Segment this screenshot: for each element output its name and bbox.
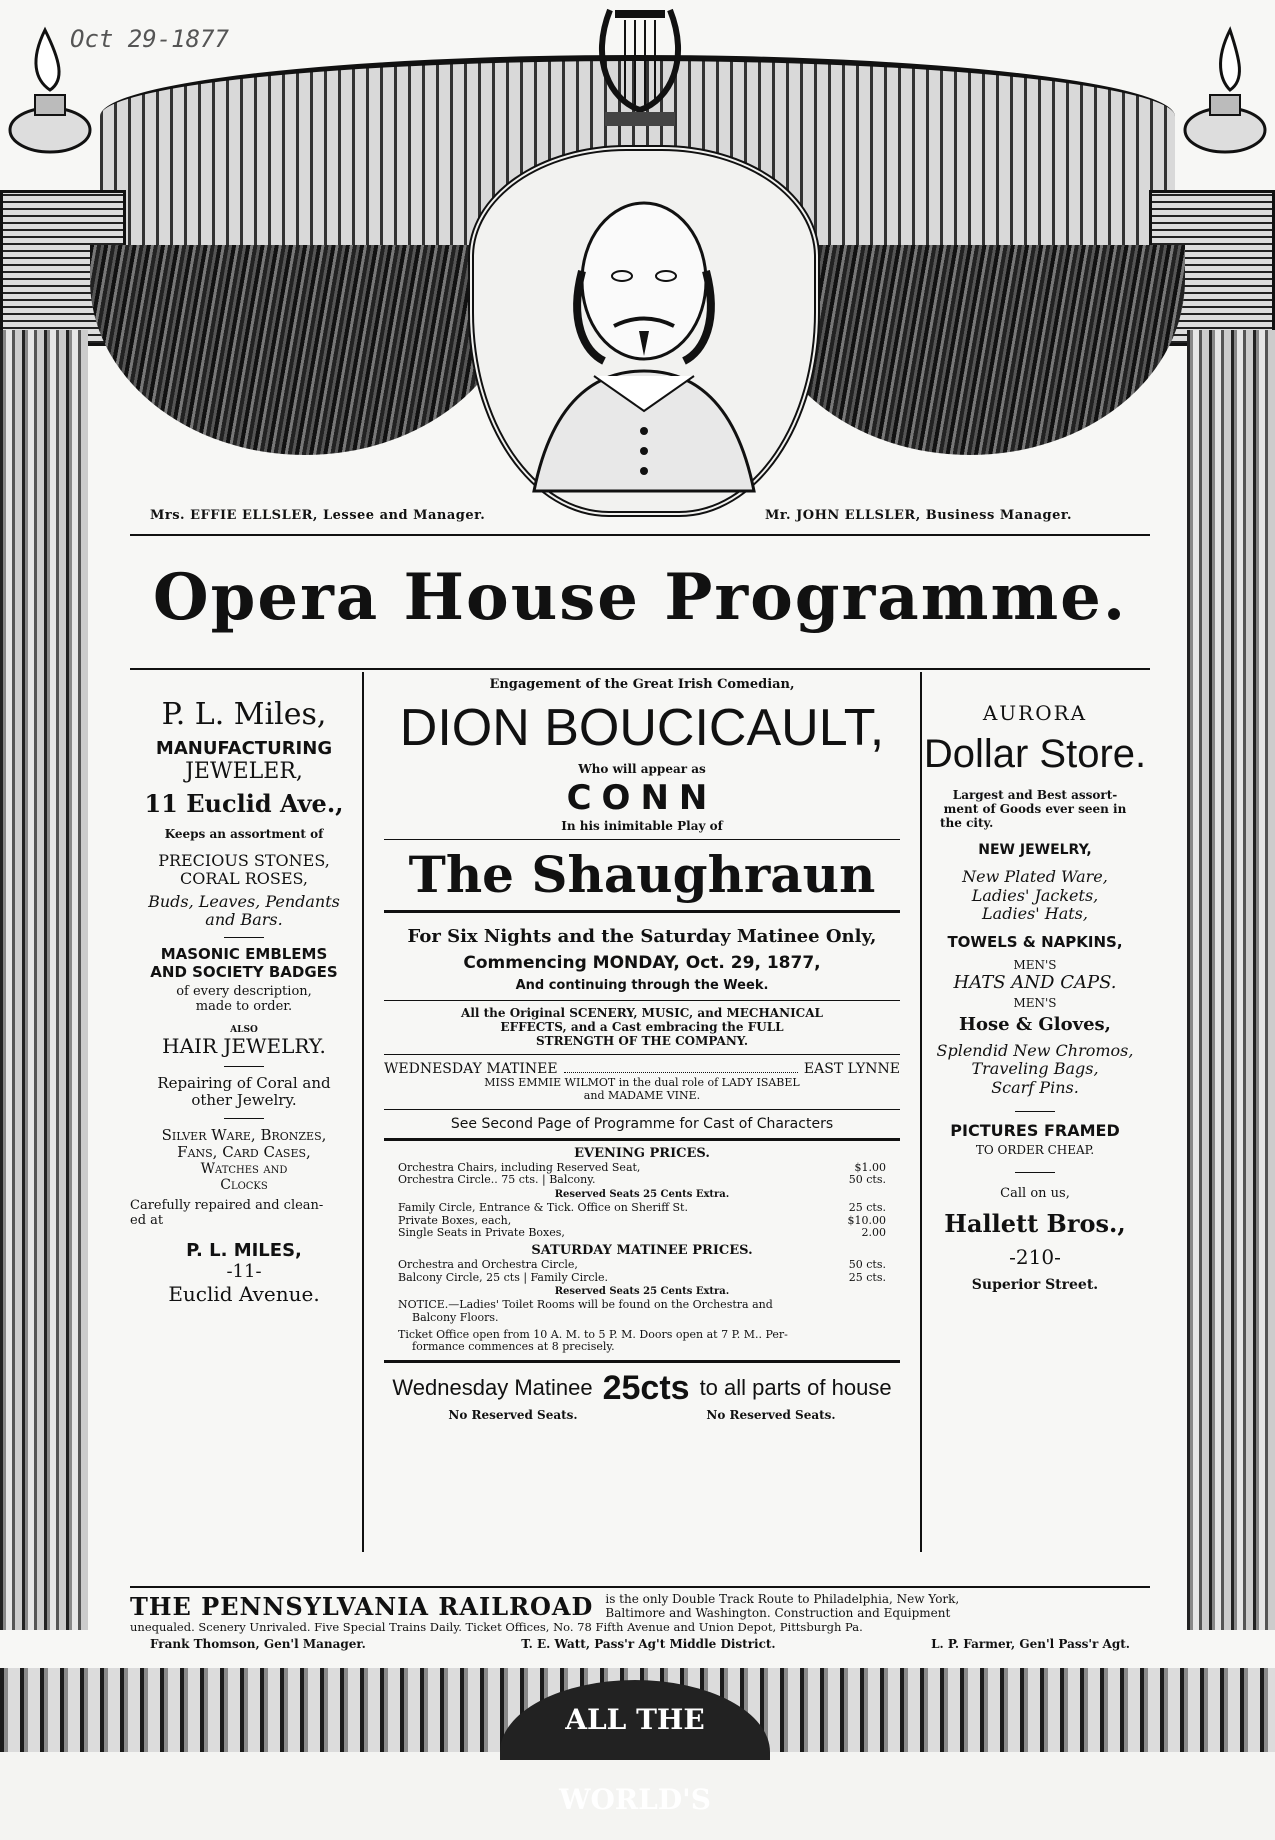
store-description: ment of Goods ever seen in bbox=[943, 801, 1127, 816]
goods-line: Ladies' Hats, bbox=[982, 904, 1088, 924]
play-title: The Shaughraun bbox=[408, 845, 876, 905]
role-name: CONN bbox=[566, 777, 718, 818]
left-pillar-decoration bbox=[0, 330, 88, 1630]
play-intro: In his inimitable Play of bbox=[561, 818, 723, 833]
divider bbox=[1015, 1172, 1055, 1173]
silver-line: Fans, Card Cases, bbox=[177, 1142, 311, 1161]
engagement-dates: For Six Nights and the Saturday Matinee Only, bbox=[407, 925, 877, 947]
saturday-prices-heading: SATURDAY MATINEE PRICES. bbox=[531, 1243, 753, 1258]
second-page-note: See Second Page of Programme for Cast of Characters bbox=[450, 1115, 834, 1132]
call-on-us: Call on us, bbox=[1000, 1186, 1070, 1202]
no-reserved-note: No Reserved Seats. bbox=[706, 1407, 836, 1422]
railroad-official: Frank Thomson, Gen'l Manager. bbox=[150, 1636, 366, 1651]
oil-lamp-icon bbox=[1180, 20, 1270, 170]
silver-line: Silver Ware, Bronzes, bbox=[161, 1125, 327, 1144]
bottom-banner-text: ALL THE WORLD'S bbox=[500, 1680, 770, 1760]
wednesday-matinee-play: EAST LYNNE bbox=[803, 1061, 900, 1078]
store-description: Largest and Best assort- bbox=[952, 788, 1118, 802]
railroad-officials bbox=[130, 1637, 1150, 1651]
price-row: Orchestra and Orchestra Circle, 50 cts. bbox=[398, 1257, 886, 1271]
masonic-line: of every description, bbox=[176, 983, 312, 999]
also-label: ALSO bbox=[230, 1024, 258, 1035]
price-row: Private Boxes, each, $10.00 bbox=[398, 1213, 886, 1227]
repair-line: Repairing of Coral and bbox=[157, 1074, 331, 1093]
saturday-prices-list bbox=[384, 1259, 900, 1297]
goods-line: Traveling Bags, bbox=[971, 1059, 1099, 1079]
right-pillar-decoration bbox=[1187, 330, 1275, 1630]
trade-line: MANUFACTURING bbox=[155, 737, 333, 759]
ticket-office-line: formance commences at 8 precisely. bbox=[412, 1340, 615, 1354]
offer-label: Wednesday Matinee bbox=[392, 1375, 593, 1401]
divider bbox=[384, 1054, 900, 1055]
store-prefix: AURORA bbox=[982, 701, 1088, 725]
product-line: and Bars. bbox=[205, 910, 283, 930]
store-street: Superior Street. bbox=[971, 1276, 1099, 1293]
goods-line: MEN'S bbox=[1013, 996, 1057, 1011]
silver-line: Watches and bbox=[200, 1161, 288, 1178]
railroad-official: L. P. Farmer, Gen'l Pass'r Agt. bbox=[931, 1636, 1130, 1651]
advertiser-name: P. L. Miles, bbox=[161, 697, 327, 732]
engagement-dates: Commencing MONDAY, Oct. 29, 1877, bbox=[463, 952, 821, 973]
header-rule bbox=[130, 534, 1150, 536]
original-effects-line: All the Original SCENERY, MUSIC, and MECHANICAL bbox=[461, 1006, 823, 1021]
signature-name: P. L. MILES, bbox=[186, 1240, 302, 1262]
railroad-name: THE PENNSYLVANIA RAILROAD bbox=[130, 1592, 594, 1621]
store-number: -210- bbox=[1009, 1244, 1061, 1269]
product-line: Buds, Leaves, Pendants bbox=[148, 891, 340, 911]
wednesday-cast-note: MISS EMMIE WILMOT in the dual role of LADY ISABEL bbox=[484, 1076, 800, 1090]
dot-leader bbox=[564, 1061, 798, 1073]
store-owner: Hallett Bros., bbox=[944, 1209, 1126, 1239]
business-manager-line: Mr. JOHN ELLSLER, Business Manager. bbox=[765, 508, 1073, 523]
engagement-line: Engagement of the Great Irish Comedian, bbox=[489, 677, 795, 692]
wednesday-cast-note: and MADAME VINE. bbox=[583, 1089, 701, 1103]
goods-line: MEN'S bbox=[1013, 957, 1057, 972]
trade-line: JEWELER, bbox=[185, 759, 303, 785]
ticket-office-line: Ticket Office open from 10 A. M. to 5 P. M. Doors open at 7 P. M.. Per- bbox=[398, 1327, 788, 1341]
signature-street: Euclid Avenue. bbox=[168, 1281, 320, 1306]
wednesday-matinee-label: WEDNESDAY MATINEE bbox=[384, 1061, 558, 1078]
framing-line: PICTURES FRAMED bbox=[950, 1121, 1120, 1141]
divider bbox=[224, 1066, 264, 1067]
wednesday-matinee-row bbox=[384, 1061, 900, 1077]
hair-jewelry-line: HAIR JEWELRY. bbox=[162, 1034, 326, 1059]
title-rule bbox=[130, 668, 1150, 670]
goods-line: NEW JEWELRY, bbox=[978, 842, 1092, 859]
original-effects-line: EFFECTS, and a Cast embracing the FULL bbox=[500, 1019, 784, 1034]
lessee-manager-line: Mrs. EFFIE ELLSLER, Lessee and Manager. bbox=[150, 508, 486, 523]
store-name: Dollar Store. bbox=[923, 732, 1147, 776]
goods-line: Ladies' Jackets, bbox=[971, 885, 1099, 905]
handwritten-date-annotation: Oct 29-1877 bbox=[70, 25, 229, 53]
goods-line: HATS AND CAPS. bbox=[953, 971, 1117, 993]
divider bbox=[384, 1109, 900, 1110]
divider bbox=[384, 1000, 900, 1001]
reserved-note: Reserved Seats 25 Cents Extra. bbox=[554, 1286, 730, 1298]
framing-line: TO ORDER CHEAP. bbox=[975, 1143, 1095, 1158]
assortment-intro: Keeps an assortment of bbox=[164, 827, 324, 842]
notice-line: NOTICE.—Ladies' Toilet Rooms will be found on the Orchestra and bbox=[398, 1298, 773, 1312]
railroad-official: T. E. Watt, Pass'r Ag't Middle District. bbox=[521, 1636, 776, 1651]
appear-line: Who will appear as bbox=[578, 761, 706, 776]
price-row: Balcony Circle, 25 cts | Family Circle. 25 cts. bbox=[398, 1270, 886, 1284]
price-row: Orchestra Circle.. 75 cts. | Balcony. 50 cts. bbox=[398, 1173, 886, 1187]
divider bbox=[224, 937, 264, 938]
goods-line: TOWELS & NAPKINS, bbox=[947, 932, 1123, 951]
price-row: Family Circle, Entrance & Tick. Office on Sheriff St. 25 cts. bbox=[398, 1201, 886, 1215]
no-reserved-note: No Reserved Seats. bbox=[448, 1407, 578, 1422]
railroad-details: unequaled. Scenery Unrivaled. Five Special Trains Daily. Ticket Offices, No. 78 Fifth Avenue and Union Depot, Pittsburgh Pa. bbox=[130, 1620, 863, 1634]
original-effects-line: STRENGTH OF THE COMPANY. bbox=[535, 1033, 749, 1048]
masonic-line: MASONIC EMBLEMS bbox=[160, 945, 328, 964]
price-row: Orchestra Chairs, including Reserved Seat, $1.00 bbox=[398, 1160, 886, 1174]
advertiser-address: 11 Euclid Ave., bbox=[144, 789, 344, 819]
page-title: Opera House Programme. bbox=[152, 560, 1128, 635]
masonic-line: AND SOCIETY BADGES bbox=[150, 962, 338, 981]
offer-price: 25cts bbox=[602, 1368, 690, 1407]
goods-line: Splendid New Chromos, bbox=[936, 1040, 1134, 1060]
divider bbox=[1015, 1111, 1055, 1112]
careful-line: ed at bbox=[130, 1213, 164, 1229]
railroad-advertisement bbox=[130, 1586, 1150, 1651]
product-line: CORAL ROSES, bbox=[180, 869, 308, 889]
store-description: the city. bbox=[940, 815, 994, 830]
masonic-line: made to order. bbox=[195, 998, 293, 1014]
wednesday-matinee-offer bbox=[384, 1369, 900, 1408]
divider bbox=[384, 910, 900, 913]
no-reserved-row bbox=[384, 1408, 900, 1422]
lyre-icon bbox=[590, 0, 690, 130]
dollar-store-advertisement bbox=[920, 672, 1150, 1552]
evening-prices-list bbox=[384, 1162, 900, 1240]
star-name: DION BOUCICAULT, bbox=[399, 698, 885, 757]
railroad-header bbox=[130, 1592, 1150, 1621]
divider bbox=[384, 1360, 900, 1363]
product-line: PRECIOUS STONES, bbox=[158, 850, 330, 870]
goods-line: Hose & Gloves, bbox=[959, 1014, 1111, 1036]
repair-line: other Jewelry. bbox=[191, 1091, 297, 1110]
main-announcement bbox=[362, 672, 922, 1552]
reserved-note: Reserved Seats 25 Cents Extra. bbox=[554, 1189, 730, 1201]
jeweler-advertisement bbox=[130, 672, 358, 1552]
careful-line: Carefully repaired and clean- bbox=[130, 1198, 324, 1214]
left-curtain-drape bbox=[90, 245, 520, 455]
offer-label: to all parts of house bbox=[699, 1375, 892, 1401]
engagement-dates: And continuing through the Week. bbox=[515, 978, 769, 994]
divider bbox=[384, 1138, 900, 1141]
railroad-description: is the only Double Track Route to Philadelphia, New York, Baltimore and Washington. Construction and Equipment bbox=[605, 1592, 960, 1621]
silver-line: Clocks bbox=[220, 1177, 268, 1194]
divider bbox=[384, 839, 900, 840]
evening-prices-heading: EVENING PRICES. bbox=[574, 1145, 710, 1161]
divider bbox=[224, 1118, 264, 1119]
goods-line: New Plated Ware, bbox=[962, 867, 1108, 887]
signature-number: -11- bbox=[226, 1260, 262, 1282]
goods-line: Scarf Pins. bbox=[991, 1077, 1079, 1097]
price-row: Single Seats in Private Boxes, 2.00 bbox=[398, 1226, 886, 1240]
notice-line: Balcony Floors. bbox=[412, 1310, 499, 1324]
shakespeare-portrait bbox=[468, 145, 820, 517]
